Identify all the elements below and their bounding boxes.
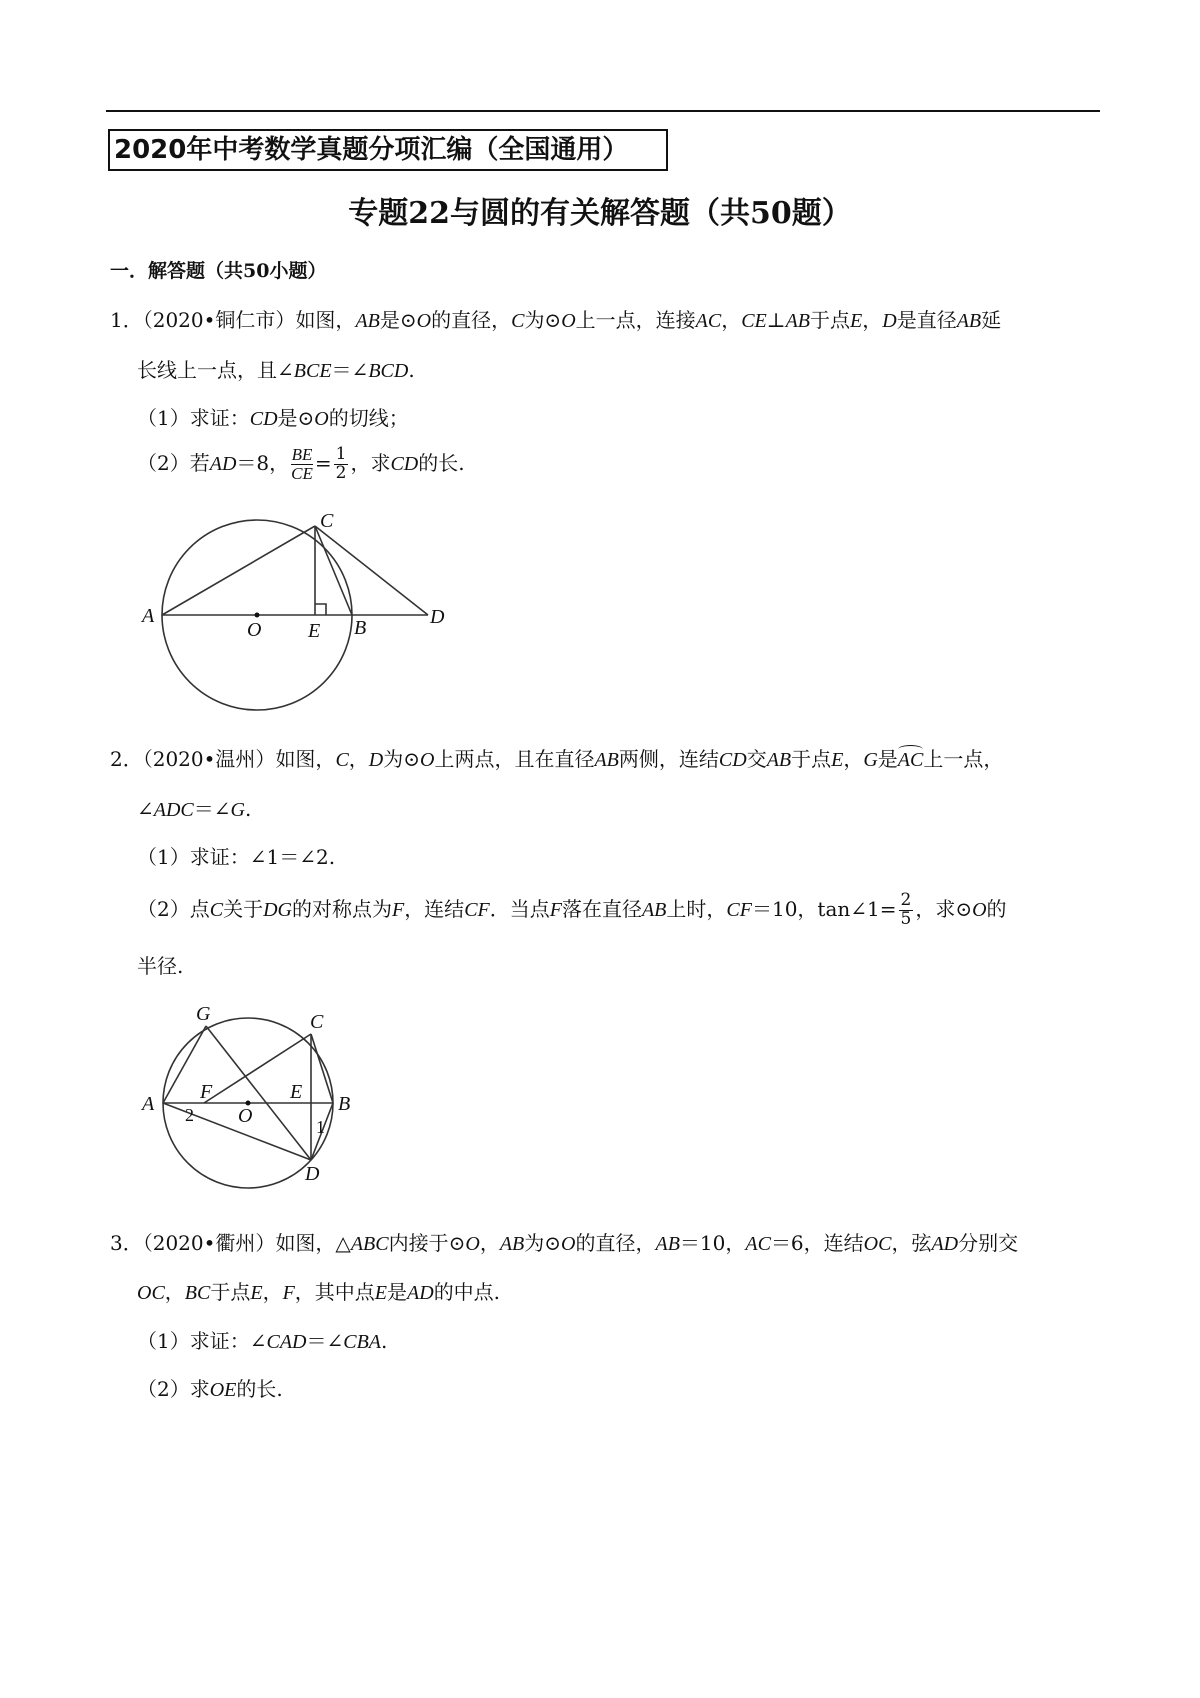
svg-text:D: D: [430, 606, 445, 628]
svg-text:B: B: [338, 1093, 351, 1115]
q1-part1: （1）求证：CD是⊙O的切线；: [137, 406, 409, 430]
svg-text:C: C: [310, 1011, 324, 1033]
svg-text:A: A: [142, 605, 155, 627]
q2-line2: ∠ADC＝∠G.: [137, 797, 252, 821]
q2-part1: （1）求证：∠1＝∠2.: [137, 845, 336, 869]
q3-line1: 3．（2020•衢州）如图，△ABC内接于⊙O，AB为⊙O的直径，AB＝10，AC＝6，连结OC，弦AD分别交: [110, 1231, 1019, 1255]
top-rule: [106, 110, 1100, 112]
svg-text:O: O: [247, 619, 262, 641]
svg-text:1: 1: [316, 1117, 325, 1137]
q3-part1: （1）求证：∠CAD＝∠CBA.: [137, 1329, 388, 1353]
q1-figure: [140, 512, 460, 717]
section-heading: 一．解答题（共50小题）: [110, 260, 327, 282]
q1-line1: 1．（2020•铜仁市）如图，AB是⊙O的直径，C为⊙O上一点，连接AC，CE⊥AB于点E，D是直径AB延: [110, 308, 1002, 332]
q3-part2: （2）求OE的长.: [137, 1377, 283, 1401]
svg-text:C: C: [320, 512, 334, 532]
svg-text:B: B: [354, 617, 367, 639]
svg-text:D: D: [305, 1163, 320, 1185]
svg-text:A: A: [142, 1093, 155, 1115]
q2-part2-cont: 半径.: [137, 954, 184, 978]
arc-ac: AC: [898, 745, 924, 772]
svg-text:F: F: [200, 1081, 213, 1103]
fraction-one-half: $\frac{1}{2}$: [335, 444, 347, 483]
page-title: 专题22与圆的有关解答题（共50题）: [348, 196, 852, 231]
fraction-two-fifths: $\frac{2}{5}$: [900, 890, 912, 929]
fraction-be-ce: $\frac{BE}{CE}$: [291, 445, 313, 483]
q3-line2: OC，BC于点E，F，其中点E是AD的中点.: [137, 1280, 501, 1304]
series-title: 2020年中考数学真题分项汇编（全国通用）: [108, 129, 668, 171]
q1-part2: （2）若AD＝8， $\frac{BE}{CE}$ = $\frac{1}{2}$ ，求CD的长.: [137, 444, 465, 483]
q2-figure: [140, 1000, 365, 1190]
svg-text:O: O: [238, 1105, 253, 1127]
q2-line1: 2．（2020•温州）如图，C，D为⊙O上两点，且在直径AB两侧，连结CD交AB于点E，G是AC上一点，: [110, 747, 1004, 771]
svg-text:E: E: [290, 1081, 303, 1103]
svg-text:G: G: [196, 1003, 211, 1025]
q2-part2: （2）点C关于DG的对称点为F，连结CF．当点F落在直径AB上时，CF＝10，tan∠1= $\frac{2}{5}$ ，求⊙O的: [137, 890, 1007, 929]
svg-text:2: 2: [185, 1105, 194, 1125]
svg-text:E: E: [308, 620, 321, 642]
q1-line2: 长线上一点，且∠BCE＝∠BCD.: [137, 358, 415, 382]
